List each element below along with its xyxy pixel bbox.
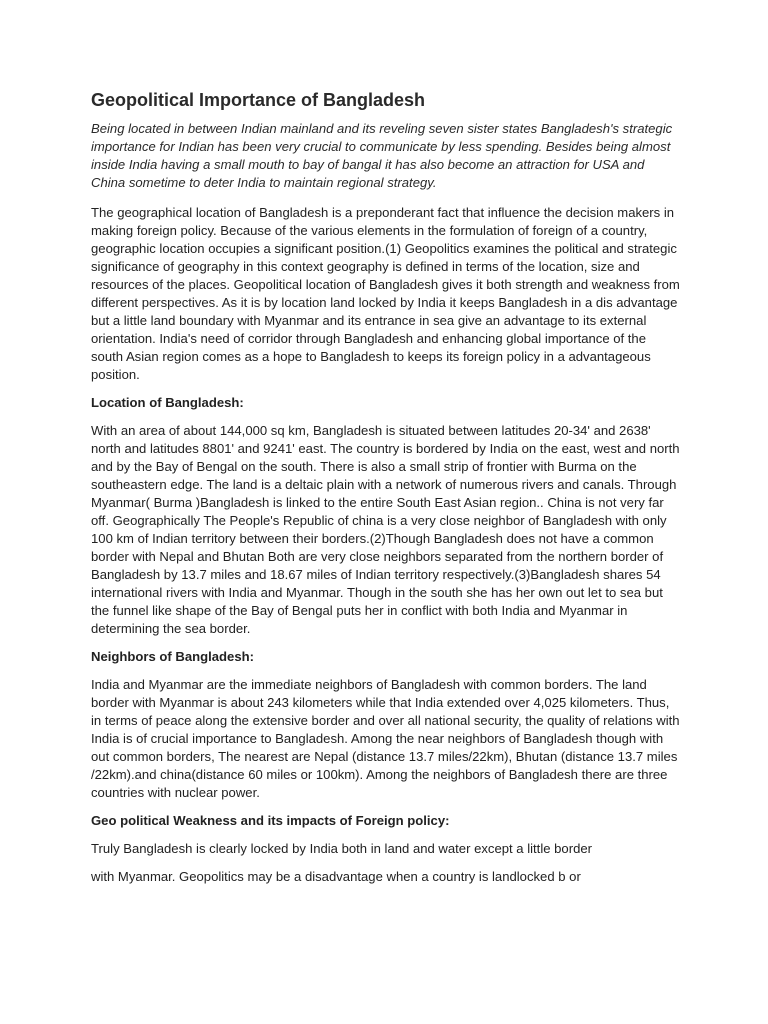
- section-heading-weakness: Geo political Weakness and its impacts of Foreign policy:: [91, 813, 450, 828]
- neighbors-paragraph: India and Myanmar are the immediate neighbors of Bangladesh with common borders. The land border with Myanmar is about 243 kilometers while that India extended over 4,025 kilometers. Thus, in terms of peace along the extensive border and over all national security, the quality of relations with India is of crucial importance to Bangladesh. Among the near neighbors of Bangladesh though with out common borders, The nearest are Nepal (distance 13.7 miles/22km), Bhutan (distance 13.7 miles /22km).and china(distance 60 miles or 100km). Among the neighbors of Bangladesh there are three countries with nuclear power.: [91, 677, 680, 800]
- body-paragraph: The geographical location of Bangladesh is a preponderant fact that influence the decision makers in making foreign policy. Because of the various elements in the formulation of foreign of a country, geographic location occupies a significant position.(1) Geopolitics examines the political and strategic significance of geography in this context geography is defined in terms of the location, size and resources of the places. Geopolitical location of Bangladesh gives it both strength and weakness from different perspectives. As it is by location land locked by India it keeps Bangladesh in a dis advantage but a little land boundary with Myanmar and its entrance in sea give an advantage to its external orientation. India's need of corridor through Bangladesh and enhancing global importance of the south Asian region comes as a hope to Bangladesh to keeps its foreign policy in a advantageous position.: [91, 205, 680, 382]
- document-title: Geopolitical Importance of Bangladesh: [91, 90, 426, 110]
- weakness-line-2: with Myanmar. Geopolitics may be a disadvantage when a country is landlocked b or: [91, 869, 581, 884]
- document-page: [91, 88, 681, 896]
- location-paragraph: With an area of about 144,000 sq km, Bangladesh is situated between latitudes 20-34' and 2638' north and latitudes 8801' and 9241' east. The country is bordered by India on the east, west and north and by the Bay of Bengal on the south. There is also a small strip of frontier with Burma on the southeastern edge. The land is a deltaic plain with a network of numerous rivers and canals. Through Myanmar( Burma )Bangladesh is linked to the entire South East Asian region.. China is not very far off. Geographically The People's Republic of china is a very close neighbor of Bangladesh with only 100 km of Indian territory between their borders.(2)Though Bangladesh does not have a common border with Nepal and Bhutan Both are very close neighbors separated from the northern border of Bangladesh by 13.7 miles and 18.67 miles of Indian territory respectively.(3)Bangladesh shares 54 international rivers with India and Myanmar. Though in the south she has her own out let to sea but the funnel like shape of the Bay of Bengal puts her in conflict with both India and Myanmar in determining the sea border.: [91, 423, 680, 636]
- section-heading-neighbors: Neighbors of Bangladesh:: [91, 649, 254, 664]
- intro-paragraph: Being located in between Indian mainland and its reveling seven sister states Bangladesh's strategic importance for Indian has been very crucial to communicate by less spending. Besides being almost inside India having a small mouth to bay of bangal it has also become an attraction for USA and China sometime to deter India to maintain regional strategy.: [91, 121, 673, 190]
- section-heading-location: Location of Bangladesh:: [91, 395, 244, 410]
- weakness-line-1: Truly Bangladesh is clearly locked by India both in land and water except a little border: [91, 841, 592, 856]
